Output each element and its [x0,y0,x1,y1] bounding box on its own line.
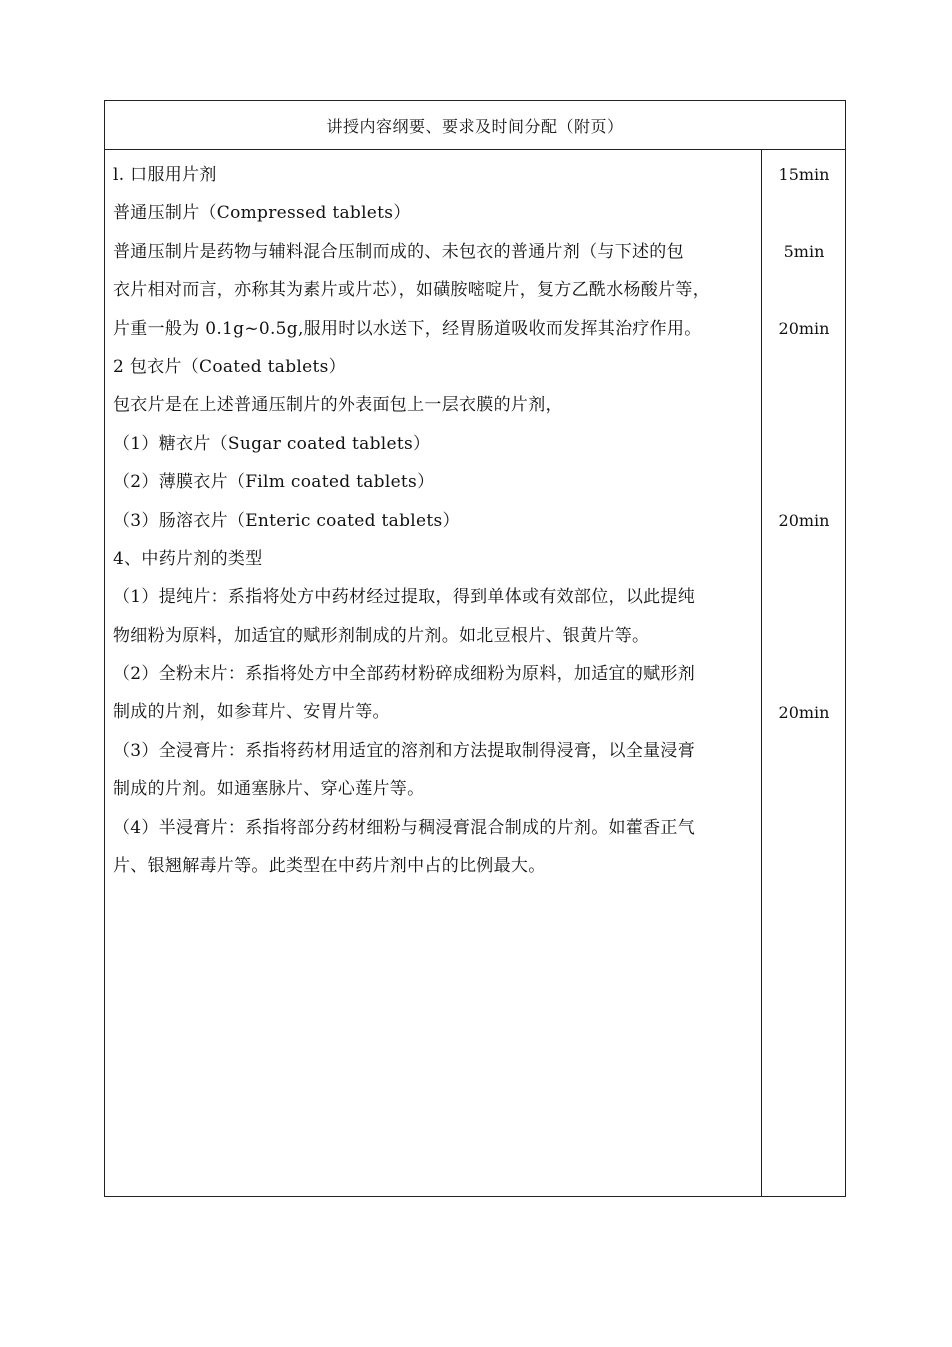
content-column [113,156,753,885]
subheading-coated-tablets: 2 包衣片（Coated tablets） [113,356,346,377]
text-line: （4）半浸膏片：系指将部分药材细粉与稠浸膏混合制成的片剂。如藿香正气 [113,817,696,838]
list-item-film-coated: （2）薄膜衣片（Film coated tablets） [113,472,435,493]
text-line: 片重一般为 0.1g~0.5g,服用时以水送下，经胃肠道吸收而发挥其治疗作用。 [113,318,702,339]
table-title: 讲授内容纲要、要求及时间分配（附页） [326,116,624,136]
time-allocation: 20min [778,703,830,722]
text-line: 包衣片是在上述普通压制片的外表面包上一层衣膜的片剂， [113,395,563,416]
time-allocation: 15min [778,165,830,184]
subheading-compressed-tablets: 普通压制片（Compressed tablets） [113,203,411,224]
text-line: 制成的片剂，如参茸片、安胃片等。 [113,702,390,723]
lecture-outline-table [104,100,846,1197]
text-line: （2）全粉末片：系指将处方中全部药材粉碎成细粉为原料，加适宜的赋形剂 [113,664,696,685]
time-allocation: 20min [778,511,830,530]
text-line: 普通压制片是药物与辅料混合压制而成的、未包衣的普通片剂（与下述的包 [113,241,684,262]
text-line: 衣片相对而言，亦称其为素片或片芯），如磺胺嘧啶片，复方乙酰水杨酸片等， [113,280,710,301]
table-header [105,101,845,150]
time-allocation: 5min [783,242,825,261]
list-item-sugar-coated: （1）糖衣片（Sugar coated tablets） [113,433,431,454]
section-heading-tcm-tablet-types: 4、中药片剂的类型 [113,548,263,569]
section-heading-oral-tablets: l. 口服用片剂 [113,165,217,185]
text-line: 物细粉为原料，加适宜的赋形剂制成的片剂。如北豆根片、银黄片等。 [113,625,650,646]
column-divider [761,150,762,1196]
text-line: （1）提纯片：系指将处方中药材经过提取，得到单体或有效部位，以此提纯 [113,587,696,608]
text-line: （3）全浸膏片：系指将药材用适宜的溶剂和方法提取制得浸膏，以全量浸膏 [113,740,696,761]
text-line: 制成的片剂。如通塞脉片、穿心莲片等。 [113,779,425,800]
text-line: 片、银翘解毒片等。此类型在中药片剂中占的比例最大。 [113,856,546,877]
time-allocation: 20min [778,319,830,338]
list-item-enteric-coated: （3）肠溶衣片（Enteric coated tablets） [113,510,460,531]
